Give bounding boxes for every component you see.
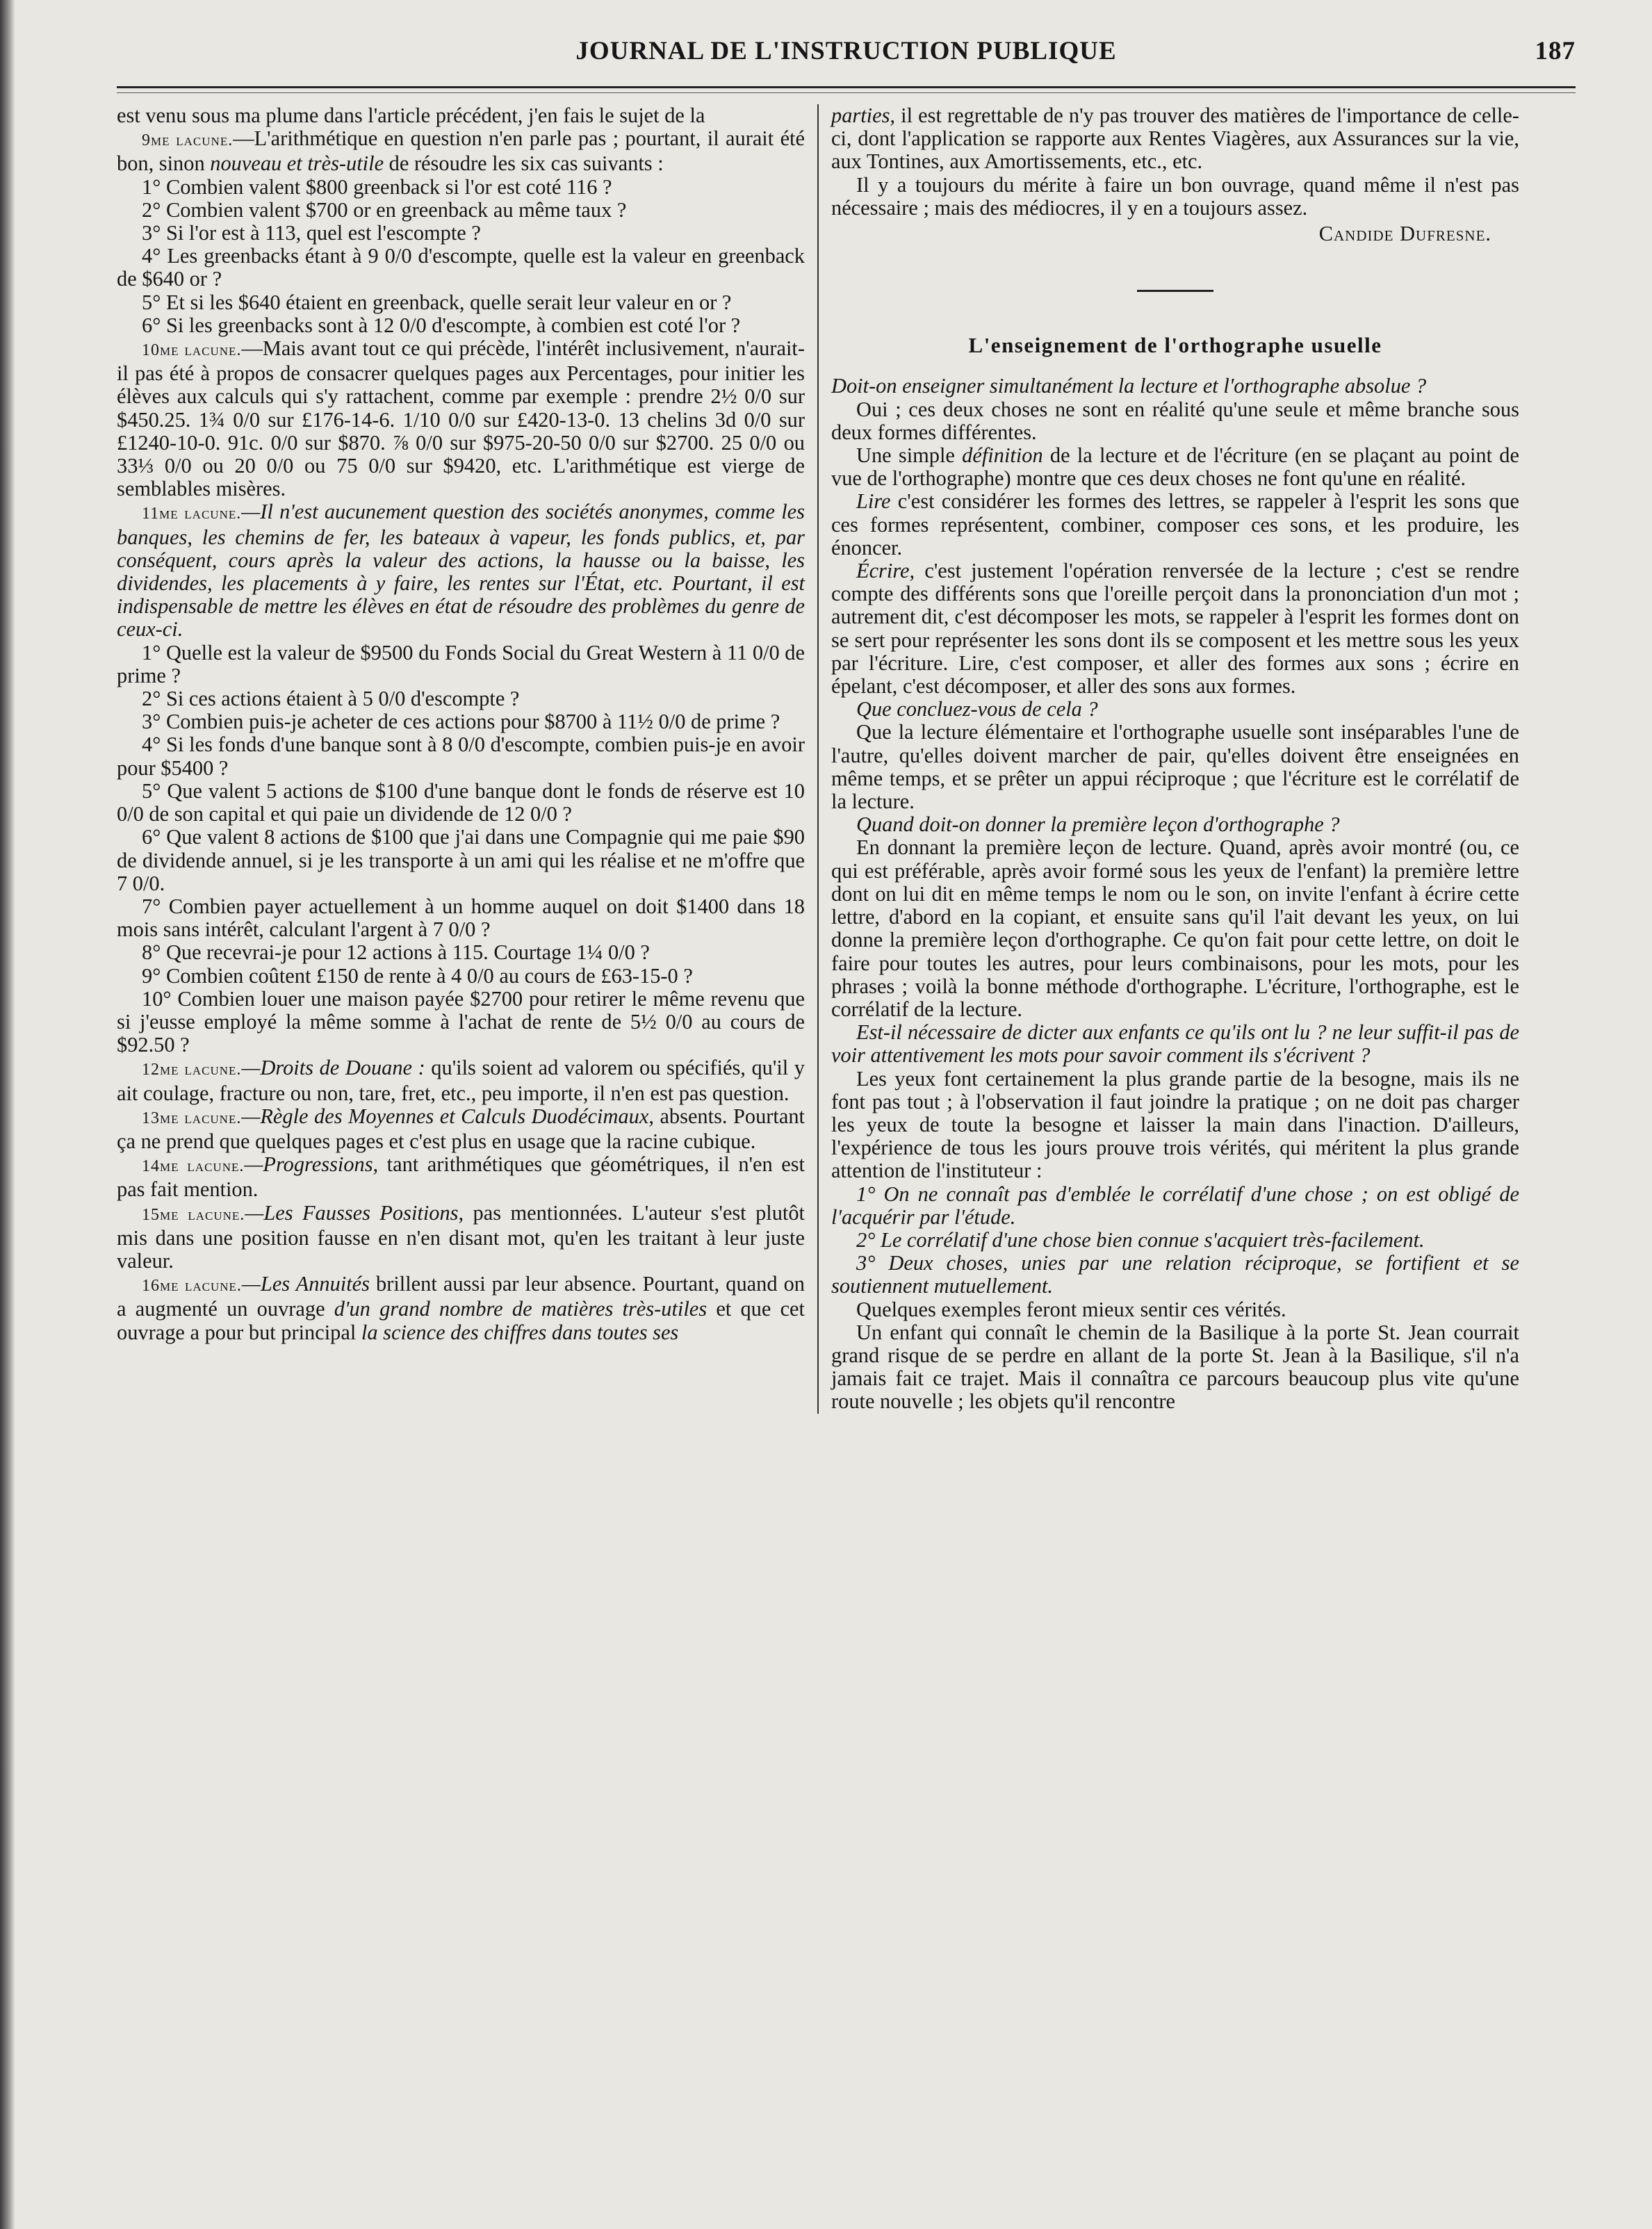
paragraph: Une simple définition de la lecture et de l'écriture (en se plaçant au point de vue de l'orthographe) montre que ces deux choses ne font qu'une en réalité.: [831, 443, 1519, 491]
truth-item: 1° On ne connaît pas d'emblée le corrélatif d'une chose ; on est obligé de l'acquérir par l'étude.: [831, 1182, 1519, 1229]
problem-item: 4° Si les fonds d'une banque sont à 8 0/0 d'escompte, combien puis-je en avoir pour $5400 ?: [117, 733, 805, 780]
author-signature: Candide Dufresne.: [1318, 222, 1491, 246]
paragraph-lacune-12: 12me lacune.—Droits de Douane : qu'ils soient ad valorem ou spécifiés, qu'il y ait coulage, fracture ou non, tare, fret, etc., peu importe, il n'en est pas question.: [117, 1056, 805, 1105]
paragraph-ecrire: Écrire, c'est justement l'opération renversée de la lecture ; c'est se rendre compte des différents sons que l'oreille perçoit dans la prononciation d'un mot ; autrement dit, c'est décomposer les mots, se rappeler à l'esprit les formes dont on se sert pour représenter les sons dont ils se composent et les mettre sous les yeux par l'écriture. Lire, c'est composer, et aller des formes aux sons ; écrire en épelant, c'est décomposer, et aller des sons aux formes.: [831, 559, 1519, 699]
truth-item: 3° Deux choses, unies par une relation réciproque, se fortifient et se soutiennent mutuellement.: [831, 1251, 1519, 1298]
paragraph: Un enfant qui connaît le chemin de la Basilique à la porte St. Jean courrait grand risque de se perdre en allant de la porte St. Jean à la Basilique, s'il n'a jamais fait ce trajet. Mais il connaîtra ce parcours beaucoup plus vite qu'une route nouvelle ; les objets qu'il rencontre: [831, 1320, 1519, 1414]
paragraph-lacune-11: 11me lacune.—Il n'est aucunement question des sociétés anonymes, comme les banques, les chemins de fer, les bateaux à vapeur, les fonds publics, et, par conséquent, cours après la valeur des actions, la hausse ou la baisse, les dividendes, les placements à y faire, les rentes sur l'État, etc. Pourtant, il est indispensable de mettre les élèves en état de résoudre des problèmes du genre de ceux-ci.: [117, 500, 805, 642]
right-column: [817, 104, 1519, 1414]
question: Quand doit-on donner la première leçon d'orthographe ?: [856, 813, 1340, 837]
problem-item: 3° Combien puis-je acheter de ces actions pour $8700 à 11½ 0/0 de prime ?: [142, 710, 780, 734]
paragraph: Oui ; ces deux choses ne sont en réalité qu'une seule et même branche sous deux formes différentes.: [831, 397, 1519, 444]
paragraph: En donnant la première leçon de lecture. Quand, après avoir montré (ou, ce qui est préférable, après avoir formé sous les yeux de l'enfant) la première lettre dont on lui dit en même temps le nom ou le son, on invite l'enfant à écrire cette lettre, d'abord en la copiant, et ensuite sans qu'il l'ait devant les yeux, on lui donne la première leçon d'orthographe. Ce qu'on fait pour cette lettre, on doit le faire pour toutes les autres, pour leurs combinaisons, pour les mots, pour les phrases ; voilà la bonne méthode d'orthographe. L'écriture, l'orthographe, est le corrélatif de la lecture.: [831, 835, 1519, 1021]
problem-item: 7° Combien payer actuellement à un homme auquel on doit $1400 dans 18 mois sans intérêt, calculant l'argent à 7 0/0 ?: [117, 894, 805, 942]
question-item: 1° Combien valent $800 greenback si l'or est coté 116 ?: [142, 174, 612, 199]
question-item: 3° Si l'or est à 113, quel est l'escompte ?: [142, 221, 481, 245]
paragraph: Il y a toujours du mérite à faire un bon ouvrage, quand même il n'est pas nécessaire ; mais des médiocres, il y en a toujours assez.: [831, 172, 1519, 220]
paragraph-lacune-15: 15me lacune.—Les Fausses Positions, pas mentionnées. L'auteur s'est plutôt mis dans une position fausse en n'en disant mot, qu'en les traitant à leur juste valeur.: [117, 1200, 805, 1273]
running-header: [117, 36, 1576, 76]
paragraph-lacune-14: 14me lacune.—Progressions, tant arithmétiques que géométriques, il n'en est pas fait mention.: [117, 1152, 805, 1202]
header-rule-thin: [117, 92, 1576, 93]
question: Est-il nécessaire de dicter aux enfants ce qu'ils ont lu ? ne leur suffit-il pas de voir attentivement les mots pour savoir comment ils s'écrivent ?: [831, 1020, 1519, 1068]
question-item: 5° Et si les $640 étaient en greenback, quelle serait leur valeur en or ?: [142, 290, 732, 314]
problem-item: 6° Que valent 8 actions de $100 que j'ai dans une Compagnie qui me paie $90 de dividende annuel, si je les transporte à un ami qui les réalise et ne m'offre que 7 0/0.: [117, 825, 805, 895]
left-column: [117, 104, 817, 1414]
problem-item: 5° Que valent 5 actions de $100 d'une banque dont le fonds de réserve est 10 0/0 de son capital et qui paie un dividende de 12 0/0 ?: [117, 778, 805, 826]
problem-item: 2° Si ces actions étaient à 5 0/0 d'escompte ?: [142, 687, 520, 711]
paragraph-lacune-10: 10me lacune.—Mais avant tout ce qui précède, l'intérêt inclusivement, n'aurait-il pas été à propos de consacrer quelques pages aux Percentages, pour initier les élèves aux calculs qui s'y rattachent, comme par exemple : prendre 2½ 0/0 sur $450.25. 1¾ 0/0 sur £176-14-6. 1/10 0/0 sur £420-13-0. 13 chelins 3d 0/0 sur £1240-10-0. 91c. 0/0 sur $870. ⅞ 0/0 sur $975-20-50 0/0 sur $2700. 25 0/0 ou 33⅓ 0/0 ou 20 0/0 ou 75 0/0 sur $9420, etc. L'arithmétique est vierge de semblables misères.: [117, 336, 805, 501]
question: Doit-on enseigner simultanément la lecture et l'orthographe absolue ?: [831, 374, 1427, 398]
question: Que concluez-vous de cela ?: [856, 697, 1098, 721]
paragraph-lacune-13: 13me lacune.—Règle des Moyennes et Calculs Duodécimaux, absents. Pourtant ça ne prend que quelques pages et c'est plus en usage que la racine cubique.: [117, 1104, 805, 1153]
problem-item: 10° Combien louer une maison payée $2700 pour retirer le même revenu que si j'eusse employé la même somme à l'achat de rente de 5½ 0/0 au cours de $92.50 ?: [117, 986, 805, 1057]
header-rule: [117, 86, 1576, 88]
two-column-body: [117, 104, 1576, 1414]
problem-item: 8° Que recevrai-je pour 12 actions à 115. Courtage 1¼ 0/0 ?: [142, 940, 650, 965]
question-item: 6° Si les greenbacks sont à 12 0/0 d'escompte, à combien est coté l'or ?: [142, 313, 741, 337]
section-separator: [1137, 290, 1213, 292]
paragraph: Les yeux font certainement la plus grande partie de la besogne, mais ils ne font pas tout ; à l'observation il faut joindre la pratique ; on ne doit pas charger les yeux de toute la besogne et laisser la main dans l'inaction. D'ailleurs, l'expérience de tous les jours prouve trois vérités, qui méritent la plus grande attention de l'instituteur :: [831, 1066, 1519, 1183]
truth-item: 2° Le corrélatif d'une chose bien connue s'acquiert très-facilement.: [856, 1227, 1425, 1252]
paragraph: Que la lecture élémentaire et l'orthographe usuelle sont inséparables l'une de l'autre, qu'elles doivent marcher de pair, qu'elles doivent être enseignées en même temps, et se prêter un appui réciproque ; que l'écriture est le corrélatif de la lecture.: [831, 720, 1519, 814]
paragraph-lire: Lire c'est considérer les formes des lettres, se rappeler à l'esprit les sons que ces formes représentent, combiner, composer ces sons, et les produire, les énoncer.: [831, 489, 1519, 560]
paragraph: est venu sous ma plume dans l'article précédent, j'en fais le sujet de la: [117, 104, 705, 127]
paragraph-lacune-16: 16me lacune.—Les Annuités brillent aussi par leur absence. Pourtant, quand on a augmenté un ouvrage d'un grand nombre de matières très-utiles et que cet ouvrage a pour but principal la science des chiffres dans toutes ses: [117, 1272, 805, 1344]
paragraph-lacune-9: 9me lacune.—L'arithmétique en question n'en parle pas ; pourtant, il aurait été bon, sinon nouveau et très-utile de résoudre les six cas suivants :: [117, 126, 805, 176]
page-number: 187: [1535, 37, 1576, 65]
column-divider: [817, 104, 819, 1414]
question-item: 4° Les greenbacks étant à 9 0/0 d'escompte, quelle est la valeur en greenback de $640 or ?: [117, 244, 805, 291]
paragraph: Quelques exemples feront mieux sentir ces vérités.: [856, 1297, 1286, 1321]
journal-title: JOURNAL DE L'INSTRUCTION PUBLIQUE: [575, 37, 1117, 65]
problem-item: 9° Combien coûtent £150 de rente à 4 0/0 au cours de £63-15-0 ?: [142, 963, 693, 988]
question-item: 2° Combien valent $700 or en greenback au même taux ?: [142, 197, 627, 222]
section-title: L'enseignement de l'orthographe usuelle: [968, 333, 1382, 358]
paragraph-continued: parties, il est regrettable de n'y pas trouver des matières de l'importance de celle-ci, dont l'application se rapporte aux Rentes Viagères, aux Assurances sur la vie, aux Tontines, aux Amortissements, etc., etc.: [831, 104, 1519, 174]
problem-item: 1° Quelle est la valeur de $9500 du Fonds Social du Great Western à 11 0/0 de prime ?: [117, 640, 805, 687]
